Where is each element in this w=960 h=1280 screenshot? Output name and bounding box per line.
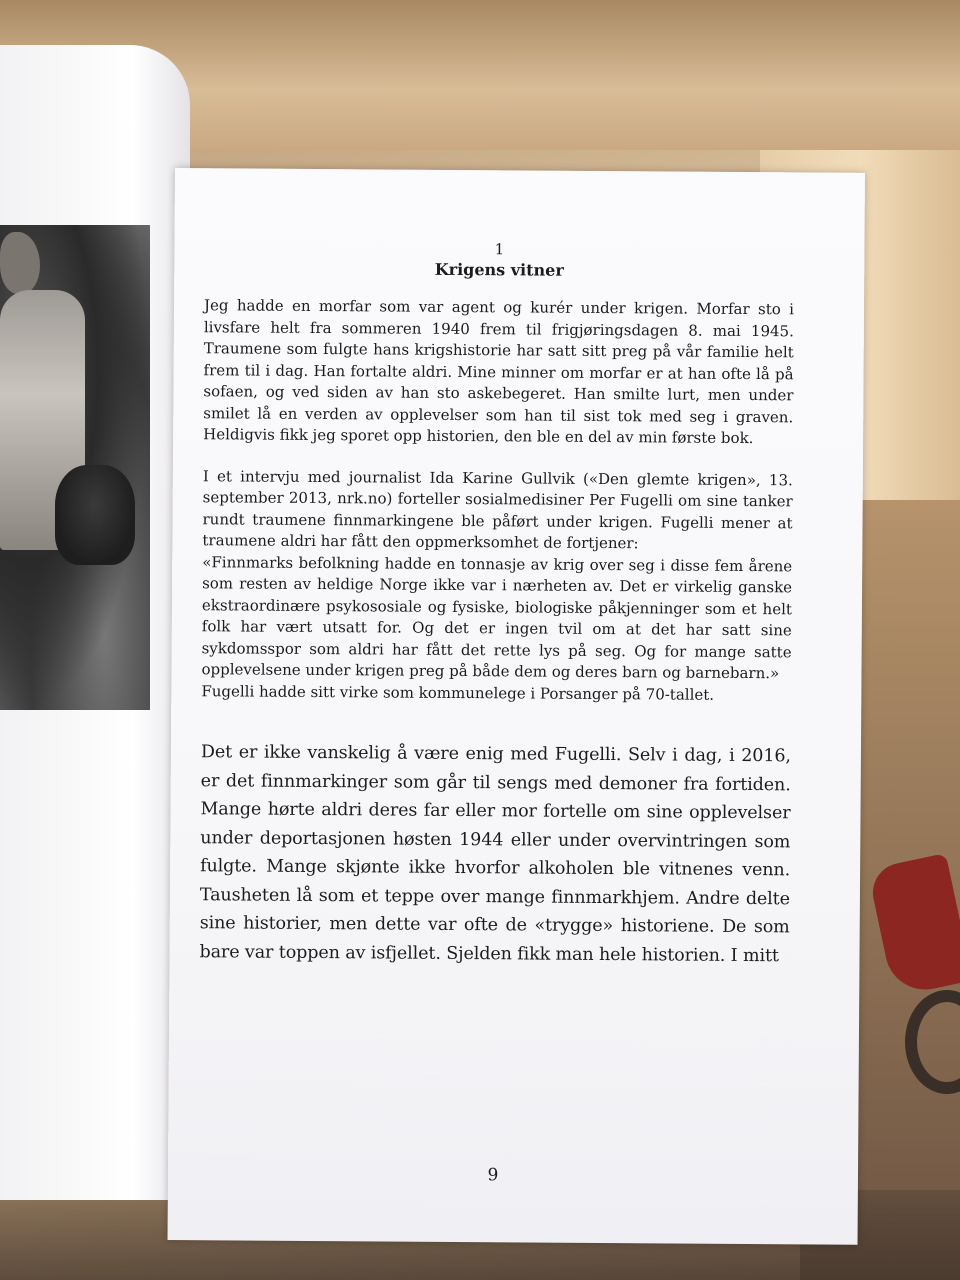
- page-number: 9: [487, 1165, 499, 1186]
- war-photograph: [0, 225, 150, 710]
- chapter-title: Krigens vitner: [434, 259, 564, 280]
- paragraph-after-quote: Fugelli hadde sitt virke som kommunelege i Porsanger på 70-tallet.: [201, 681, 715, 704]
- fugelli-quote: «Finnmarks befolkning hadde en tonnasje av krig over seg i disse fem årene som resten av heldige Norge ikke var i nærheten av. Det er virkelig ganske ekstraordinære psykososiale og fysiske, biologiske påkjenninger som et helt folk har vært utsatt for. Og det er ingen tvil om at det har satt sine sykdomsspor som aldri har fått det rette lys på seg. Og for mange satte opplevelsene under krigen preg på både dem og deres barn og barnebarn.»: [201, 552, 793, 683]
- page-text: [199, 238, 795, 1186]
- photo-crouching-figure: [55, 465, 135, 565]
- paragraph-interview: I et intervju med journalist Ida Karine Gullvik («Den glemte krigen», 13. september 2013, nrk.no) forteller sosialmedisiner Per Fugelli om sine tanker rundt traumene finnmarkingene ble påført under krigen. Fugelli mener at traumene aldri har fått den oppmerksomhet de fortjener:: [202, 466, 793, 553]
- right-page: [168, 168, 865, 1245]
- photo-soldier-head: [0, 232, 40, 294]
- paragraph-intro: Jeg hadde en morfar som var agent og kurér under krigen. Morfar sto i livsfare helt fra sommeren 1940 frem til frigjøringsdagen 8. mai 1945. Traumene som fulgte hans krigshistorie har satt sitt preg på vår familie helt frem til i dag. Han fortalte aldri. Mine minner om morfar er at han ofte lå på sofaen, og ved siden av han sto askebegeret. Han smilte lurt, men under smilet lå en verden av opplevelser som han til sist tok med seg i graven. Heldigvis fikk jeg sporet opp historien, den ble en del av min første bok.: [203, 296, 795, 448]
- paragraph-final: Det er ikke vanskelig å være enig med Fugelli. Selv i dag, i 2016, er det finnmarkinger som går til sengs med demoner fra fortiden. Mange hørte aldri deres far eller mor fortelle om sine opplevelser under deportasjonen høsten 1944 eller under overvintringen som fulgte. Mange skjønte ikke hvorfor alkoholen ble vitnenes venn. Tausheten lå som et teppe over mange finnmarkhjem. Andre delte sine historier, men dette var ofte de «trygge» historiene. De som bare var toppen av isfjellet. Sjelden fikk man hele historien. I mitt: [199, 742, 791, 966]
- chapter-number: 1: [494, 240, 505, 259]
